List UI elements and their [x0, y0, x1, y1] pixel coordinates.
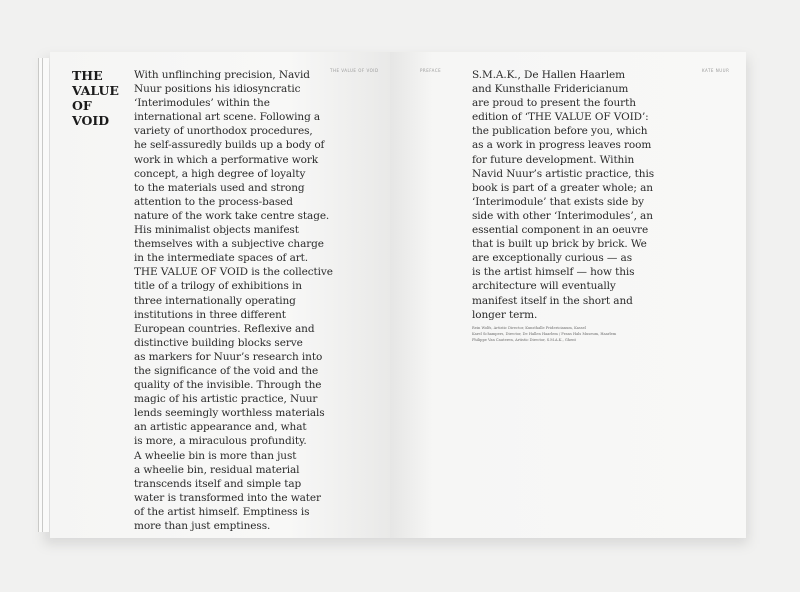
heading-line: OF: [72, 98, 92, 113]
body-line: in the intermediate spaces of art.: [134, 252, 309, 265]
credit-line: Rein Wolfs, Artistic Director, Kunsthalle Fridericianum, Kassel: [472, 326, 586, 330]
body-line: international art scene. Following a: [134, 111, 321, 124]
section-heading: [72, 68, 132, 128]
credit-line: Karel Schampers, Director, De Hallen Haarlem / Frans Hals Museum, Haarlem: [472, 332, 617, 336]
body-line: the publication before you, which: [472, 125, 648, 138]
body-line: water is transformed into the water: [134, 491, 321, 504]
credit-line: Philippe Van Cauteren, Artistic Director, S.M.A.K., Ghent: [472, 338, 576, 342]
body-line: nature of the work take centre stage.: [134, 209, 330, 222]
left-body-text: [134, 68, 384, 533]
body-line: three internationally operating: [134, 294, 296, 307]
open-book: [36, 52, 746, 538]
body-line: lends seemingly worthless materials: [134, 407, 325, 420]
body-line: A wheelie bin is more than just: [134, 449, 297, 462]
body-line: are exceptionally curious — as: [472, 252, 633, 265]
body-line: ‘Interimodules’ within the: [134, 97, 270, 110]
body-line: architecture will eventually: [472, 280, 616, 293]
body-line: and Kunsthalle Fridericianum: [472, 83, 629, 96]
body-line: is the artist himself — how this: [472, 266, 635, 279]
body-line: a wheelie bin, residual material: [134, 463, 300, 476]
body-line: With unflinching precision, Navid: [134, 69, 310, 81]
body-line: distinctive building blocks serve: [134, 336, 303, 349]
body-line: quality of the invisible. Through the: [134, 379, 322, 392]
body-line: His minimalist objects manifest: [134, 224, 299, 237]
body-line: is more, a miraculous profundity.: [134, 435, 307, 448]
body-line: European countries. Reflexive and: [134, 322, 315, 335]
running-head-right: KATE NUUR: [702, 68, 730, 73]
running-head: THE VALUE OF VOID: [330, 68, 379, 73]
body-line: side with other ‘Interimodules’, an: [472, 209, 653, 222]
heading-line: THE: [72, 68, 103, 83]
body-line: longer term.: [472, 308, 538, 321]
body-line: as a work in progress leaves room: [472, 139, 652, 152]
page-edges-inner: [42, 58, 49, 532]
body-line: are proud to present the fourth: [472, 97, 636, 110]
left-page: [50, 52, 390, 538]
body-line: edition of ‘THE VALUE OF VOID’:: [472, 111, 649, 124]
heading-line: VALUE: [72, 83, 119, 98]
body-line: to the materials used and strong: [134, 181, 305, 194]
body-line: variety of unorthodox procedures,: [134, 125, 313, 138]
body-line: the significance of the void and the: [134, 364, 319, 377]
running-head-left: PREFACE: [420, 68, 442, 73]
body-line: he self-assuredly builds up a body of: [134, 139, 325, 152]
body-line: of the artist himself. Emptiness is: [134, 505, 310, 518]
body-line: title of a trilogy of exhibitions in: [134, 280, 302, 293]
credits: [472, 325, 742, 343]
heading-line: VOID: [72, 113, 110, 128]
body-line: Navid Nuur’s artistic practice, this: [472, 167, 654, 180]
body-line: more than just emptiness.: [134, 520, 271, 532]
right-body-text: [472, 68, 732, 322]
body-line: attention to the process-based: [134, 195, 293, 208]
body-line: S.M.A.K., De Hallen Haarlem: [472, 69, 625, 81]
body-line: as markers for Nuur’s research into: [134, 350, 323, 363]
body-line: that is built up brick by brick. We: [472, 238, 647, 251]
body-line: concept, a high degree of loyalty: [134, 167, 306, 180]
body-line: THE VALUE OF VOID is the collective: [134, 266, 333, 279]
body-line: Nuur positions his idiosyncratic: [134, 83, 301, 96]
body-line: institutions in three different: [134, 308, 286, 321]
body-line: transcends itself and simple tap: [134, 477, 302, 490]
body-line: book is part of a greater whole; an: [472, 181, 653, 194]
body-line: ‘Interimodule’ that exists side by: [472, 195, 644, 208]
body-line: an artistic appearance and, what: [134, 421, 307, 434]
body-line: for future development. Within: [472, 153, 635, 166]
body-line: work in which a performative work: [134, 153, 319, 166]
body-line: magic of his artistic practice, Nuur: [134, 393, 318, 406]
body-line: manifest itself in the short and: [472, 294, 633, 307]
body-line: themselves with a subjective charge: [134, 238, 324, 251]
right-page: [390, 52, 746, 538]
body-line: essential component in an oeuvre: [472, 224, 649, 237]
